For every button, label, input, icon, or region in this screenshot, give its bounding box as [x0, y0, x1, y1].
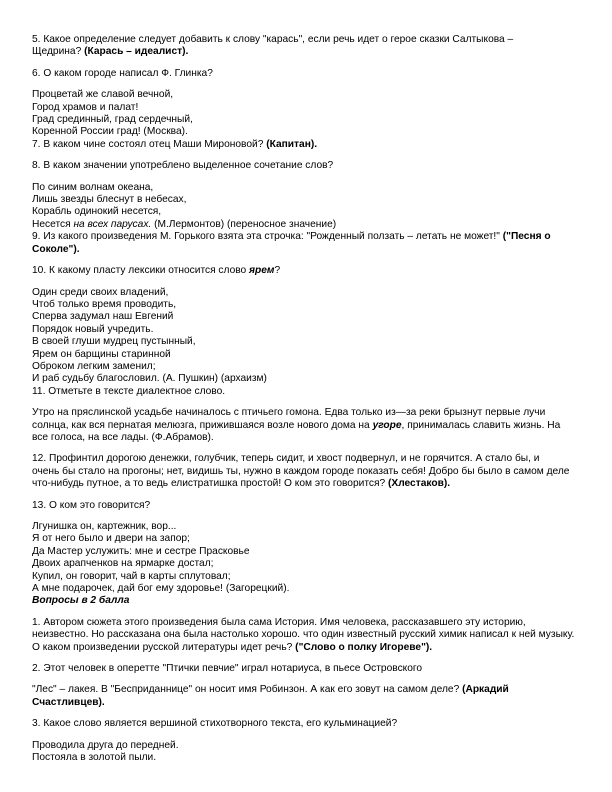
- answer: Соколе").: [32, 243, 80, 255]
- verse-line: Сперва задумал наш Евгений: [32, 311, 174, 323]
- verse-line: Корабль одинокий несется,: [32, 206, 162, 218]
- answer: ("Песня о: [502, 231, 551, 243]
- question-text: 6. О каком городе написал Ф. Глинка?: [32, 67, 213, 79]
- question-6: [32, 68, 584, 80]
- verse-line: Коренной России град! (Москва).: [32, 126, 188, 138]
- verse-block: [32, 287, 584, 399]
- section-heading: Вопросы в 2 балла: [32, 595, 130, 607]
- prose-line: 12. Профинтил дорогою денежки, голубчик, теперь сидит, и хвост подвернул, и не горячится. А стало бы, и: [32, 453, 540, 465]
- answer: ("Слово о полку Игореве").: [295, 641, 433, 653]
- question-2-1: [32, 617, 584, 654]
- verse-line: А мне подарочек, дай бог ему здоровье! (Загорецкий).: [32, 583, 290, 595]
- verse-line: Порядок новый учредить.: [32, 323, 154, 335]
- question-9: [32, 231, 584, 243]
- verse-line: Проводила друга до передней.: [32, 739, 179, 751]
- verse-line: Лгунишка он, картежник, вор...: [32, 521, 177, 532]
- prose-line: что-нибудь путное, а то ведь елистратишка простой! О ком это говорится?: [32, 478, 386, 490]
- question-10: [32, 265, 584, 277]
- verse-line: Ярем он барщины старинной: [32, 348, 171, 360]
- question-5: [32, 34, 584, 59]
- verse-line: Двоих арапченков на ярмарке достал;: [32, 558, 214, 570]
- verse-line: Чтоб только время проводить,: [32, 298, 177, 310]
- dialect-word: угоре: [372, 419, 402, 431]
- verse-line: И раб судьбу благословил. (А. Пушкин) (архаизм): [32, 373, 267, 385]
- question-text: 10. К какому пласту лексики относится слово ярем?: [32, 265, 281, 277]
- verse-block: [32, 89, 584, 151]
- verse-line: Один среди своих владений,: [32, 286, 169, 298]
- question-text: 7. В каком чине состоял отец Маши Мироновой?: [32, 138, 264, 150]
- prose-block: [32, 407, 584, 444]
- question-text: 2. Этот человек в оперетте "Птички певчие" играл нотариуса, в пьесе Островского: [32, 663, 423, 675]
- verse-block: [32, 740, 584, 765]
- prose-line: солнца, как вся пернатая мелюзга, прижившаяся возле нового дома на угоре, принималась славить жизнь. На: [32, 419, 561, 431]
- question-text: 9. Из какого произведения М. Горького взята эта строчка: "Рожденный ползать – летать не может!": [32, 231, 500, 243]
- verse-line: В своей глуши мудрец пустынный,: [32, 336, 196, 348]
- question-2-3: [32, 718, 584, 730]
- prose-line: неизвестно. Но рассказана она была настолько хорошо. что один известный русский химик написал к ней музыку.: [32, 629, 575, 641]
- prose-line: О каком произведении русской литературы идет речь?: [32, 641, 293, 653]
- question-8: [32, 160, 584, 172]
- verse-line: Несется на всех парусах. (М.Лермонтов) (переносное значение): [32, 218, 337, 230]
- verse-line: По синим волнам океана,: [32, 181, 154, 193]
- question-13: [32, 500, 584, 512]
- prose-line: 1. Автором сюжета этого произведения была сама История. Имя человека, рассказавшего эту историю,: [32, 616, 526, 628]
- verse-line: Процветай же славой вечной,: [32, 89, 174, 101]
- question-11: 11. Отметьте в тексте диалектное слово.: [32, 385, 226, 397]
- verse-block: [32, 521, 584, 608]
- prose-line: все голоса, на все лады. (Ф.Абрамов).: [32, 431, 214, 443]
- question-7: [32, 139, 584, 151]
- verse-block: [32, 182, 584, 256]
- question-text: "Лес" – лакея. В "Бесприданнице" он носит имя Робинзон. А как его зовут на самом деле?: [32, 684, 460, 696]
- answer: (Хлестаков).: [388, 478, 451, 490]
- question-text: 3. Какое слово является вершиной стихотворного текста, его кульминацией?: [32, 718, 398, 730]
- prose-line: очень бы стало на прогоны; нет, видишь ты, нужно в каждом городе показать себя! Добро бы было в самом деле: [32, 465, 570, 477]
- highlighted-phrase: на всех парусах.: [73, 218, 152, 230]
- verse-line: Лишь звезды блеснут в небесах,: [32, 194, 187, 206]
- highlighted-word: ярем: [249, 265, 275, 277]
- answer: Счастливцев).: [32, 696, 105, 708]
- question-text: 8. В каком значении употреблено выделенное сочетание слов?: [32, 160, 334, 172]
- answer: (Аркадий: [462, 684, 509, 696]
- answer: (Капитан).: [266, 138, 318, 150]
- verse-line: Постояла в золотой пыли.: [32, 752, 157, 764]
- answer: (Карась – идеалист).: [84, 46, 189, 58]
- verse-line: Оброком легким заменил;: [32, 360, 156, 372]
- question-text: 5. Какое определение следует добавить к слову "карась", если речь идет о герое сказки Салтыкова –: [32, 34, 514, 45]
- question-2-2: [32, 663, 584, 675]
- verse-line: Я от него было и двери на запор;: [32, 533, 190, 545]
- document-page: [32, 34, 584, 765]
- verse-line: Да Мастер услужить: мне и сестре Прасковье: [32, 545, 250, 557]
- question-12: [32, 453, 584, 490]
- question-text: Щедрина?: [32, 46, 82, 58]
- verse-line: Град срединный, град сердечный,: [32, 114, 193, 126]
- question-text: 13. О ком это говорится?: [32, 499, 151, 511]
- prose-line: Утро на пряслинской усадьбе начиналось с птичьего гомона. Едва только из—за реки брызнут первые лучи: [32, 407, 546, 419]
- verse-line: Купил, он говорит, чай в карты сплутовал;: [32, 570, 231, 582]
- verse-line: Город храмов и палат!: [32, 101, 139, 113]
